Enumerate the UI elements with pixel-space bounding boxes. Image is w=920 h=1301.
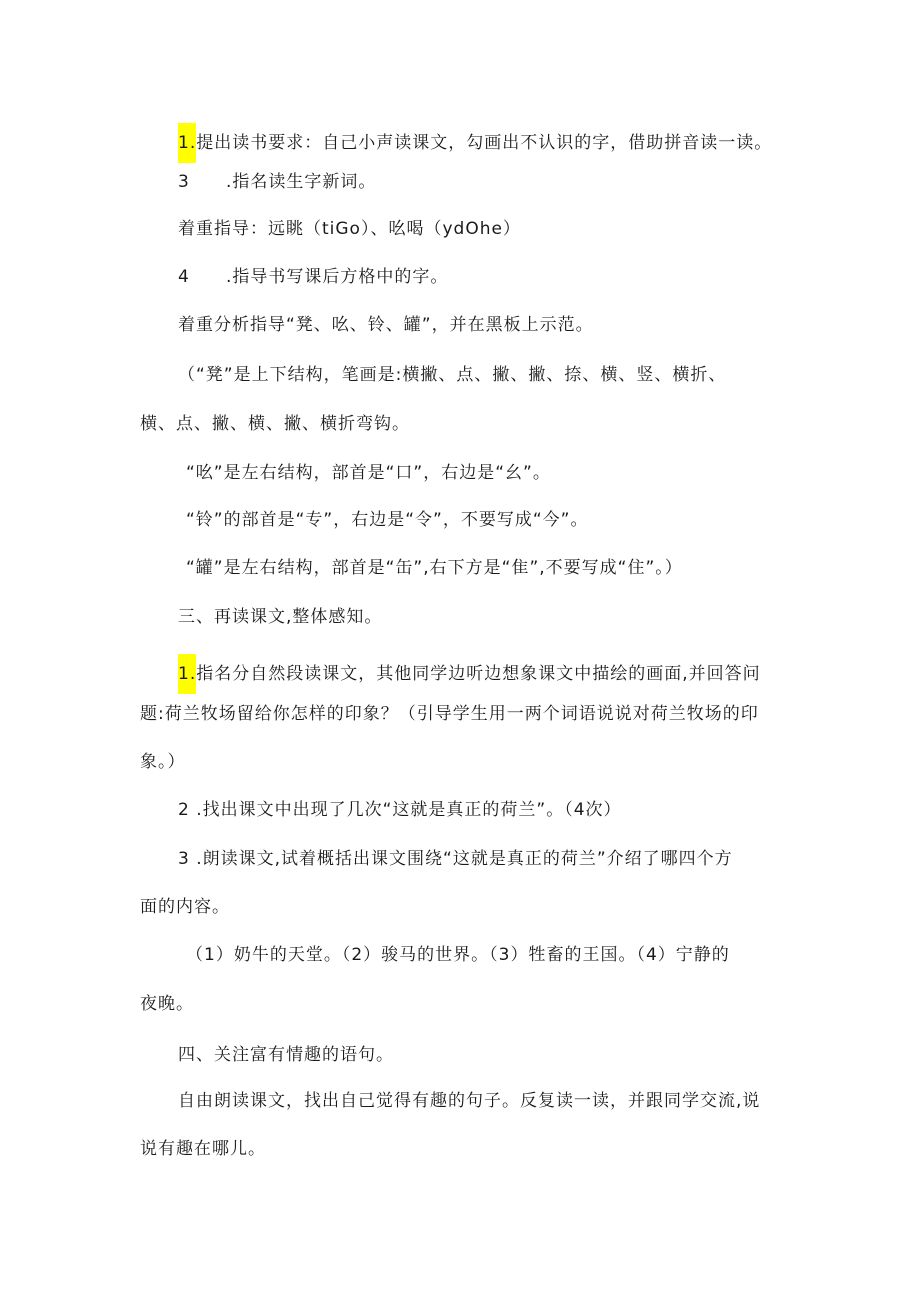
paragraph-line-7: 横、点、撇、横、撇、横折弯钩。: [140, 414, 410, 434]
paragraph-line-9: “铃”的部首是“专”，右边是“令”，不要写成“今”。: [186, 510, 589, 530]
paragraph-line-12: [178, 654, 761, 694]
paragraph-line-13: 题:荷兰牧场留给你怎样的印象？（引导学生用一两个词语说说对荷兰牧场的印: [140, 704, 759, 724]
line-text: .指名读生字新词。: [226, 172, 377, 192]
paragraph-line-10: “罐”是左右结构，部首是“缶”,右下方是“隹”,不要写成“住”。）: [186, 558, 683, 578]
paragraph-line-3: 着重指导：远眺（tiGo）、吆喝（ydOhe）: [178, 219, 521, 239]
paragraph-line-16: 3 .朗读课文,试着概括出课文围绕“这就是真正的荷兰”介绍了哪四个方: [178, 849, 733, 869]
paragraph-line-18: （1）奶牛的天堂。（2）骏马的世界。（3）牲畜的王国。（4）宁静的: [186, 945, 730, 965]
line-text: .指导书写课后方格中的字。: [226, 267, 449, 287]
paragraph-line-8: “吆”是左右结构，部首是“口”，右边是“幺”。: [186, 463, 551, 483]
list-number: 4: [178, 267, 190, 287]
paragraph-line-5: 着重分析指导“凳、吆、铃、罐”，并在黑板上示范。: [178, 315, 594, 335]
highlighted-list-number: 1.: [178, 654, 196, 694]
paragraph-line-21: 自由朗读课文，找出自己觉得有趣的句子。反复读一读，并跟同学交流,说: [178, 1091, 761, 1111]
paragraph-line-2: [178, 171, 376, 193]
highlighted-list-number: 1.: [178, 123, 196, 163]
paragraph-line-19: 夜晚。: [140, 994, 194, 1014]
list-number: 3: [178, 172, 190, 192]
section-heading-3: 三、再读课文,整体感知。: [178, 607, 383, 627]
section-heading-4: 四、关注富有情趣的语句。: [178, 1045, 394, 1065]
line-text: 指名分自然段读课文，其他同学边听边想象课文中描绘的画面,并回答问: [196, 664, 761, 684]
paragraph-line-22: 说有趣在哪儿。: [140, 1139, 266, 1159]
paragraph-line-14: 象。）: [140, 752, 186, 772]
paragraph-line-6: （“凳”是上下结构，笔画是:横撇、点、撇、撇、捺、横、竖、横折、: [178, 365, 727, 385]
paragraph-line-15: 2 .找出课文中出现了几次“这就是真正的荷兰”。（4次）: [178, 800, 622, 820]
paragraph-line-4: [178, 266, 448, 288]
paragraph-line-17: 面的内容。: [140, 897, 230, 917]
line-text: 提出读书要求：自己小声读课文，勾画出不认识的字，借助拼音读一读。: [196, 133, 773, 153]
paragraph-line-1: [178, 123, 772, 163]
